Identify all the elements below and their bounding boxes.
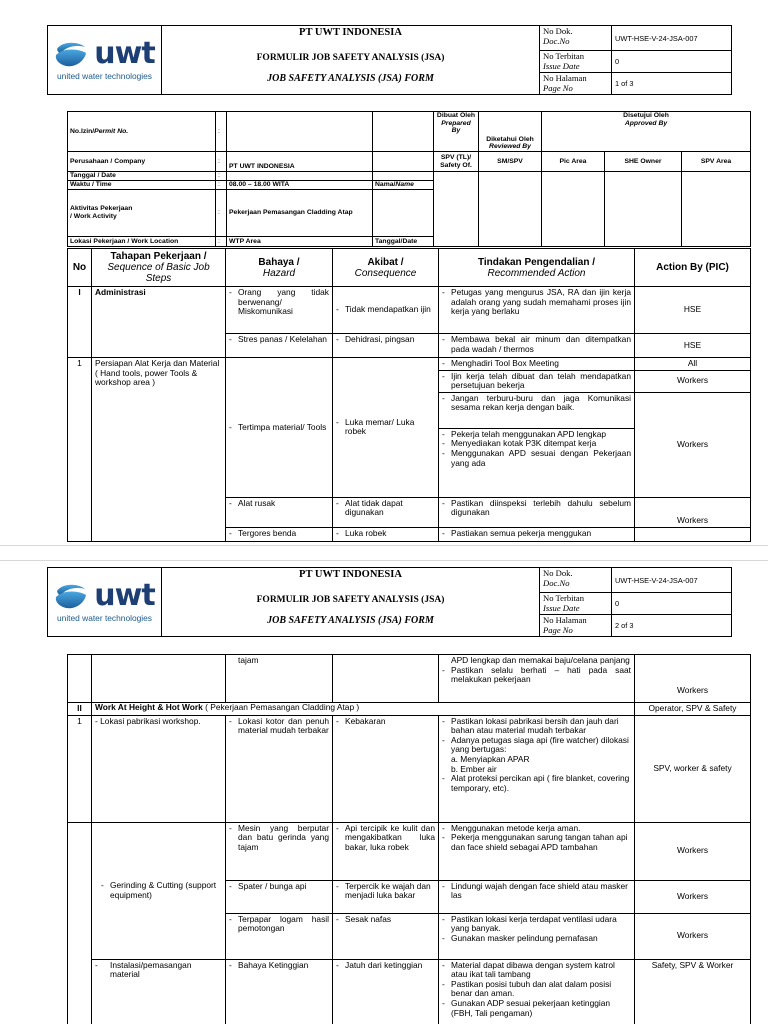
colon: : <box>216 237 227 247</box>
form-title-en: JOB SAFETY ANALYSIS (JSA) FORM <box>267 73 434 84</box>
consequence-cell: - Kebakaran <box>333 715 439 822</box>
permit-no-value <box>227 112 373 152</box>
blank-cell <box>373 172 434 181</box>
name-label: Nama/Name <box>373 181 434 190</box>
jsa-table-page1 <box>67 248 751 542</box>
page-label: No Halaman Page No <box>540 615 612 637</box>
doc-no-label: No Dok. Doc.No <box>540 26 612 51</box>
hazard-cell: tajam <box>226 655 333 703</box>
approved-by-label: Disetujui Oleh Approved By <box>542 112 751 152</box>
pic-cell: HSE <box>635 334 751 358</box>
document-header <box>47 25 732 95</box>
spv-tl-label: SPV (TL)/ Safety Of. <box>434 152 479 172</box>
jsa-table-page2 <box>67 654 751 1024</box>
uwt-wave-icon <box>54 581 88 611</box>
sm-spv-label: SM/SPV <box>479 152 542 172</box>
location-value: WTP Area <box>227 237 373 247</box>
form-title: FORMULIR JOB SAFETY ANALYSIS (JSA) <box>256 595 445 605</box>
blank-cell <box>373 112 434 152</box>
time-label: Waktu / Time <box>68 181 216 190</box>
colon: : <box>216 190 227 237</box>
company-value: PT UWT INDONESIA <box>227 152 373 172</box>
activity-value: Pekerjaan Pemasangan Cladding Atap <box>227 190 373 237</box>
col-no: No <box>68 249 92 287</box>
issue-label: No Terbitan Issue Date <box>540 593 612 615</box>
hazard-cell: - Spater / bunga api <box>226 880 333 913</box>
consequence-cell <box>333 655 439 703</box>
time-value: 08.00 – 18.00 WITA <box>227 181 373 190</box>
row-number: I <box>68 287 92 358</box>
hazard-cell: - Tertimpa material/ Tools <box>226 358 333 498</box>
action-cell: - Menggunakan metode kerja aman. - Pekerja menggunakan sarung tangan tahan api dan face shield sebagai APD tambahan <box>439 822 635 880</box>
sign-cell <box>479 172 542 247</box>
hazard-cell: - Tergores benda <box>226 527 333 541</box>
title-block <box>162 568 540 637</box>
she-owner-label: SHE Owner <box>605 152 682 172</box>
page-number: 1 of 3 <box>612 73 732 95</box>
logo-subtitle: united water technologies <box>57 613 152 623</box>
sign-cell <box>542 172 605 247</box>
pic-area-label: Pic Area <box>542 152 605 172</box>
issue-label: No Terbitan Issue Date <box>540 51 612 73</box>
hazard-cell: - Mesin yang berputar dan batu gerinda yang tajam <box>226 822 333 880</box>
table-row <box>68 715 751 822</box>
table-row <box>68 287 751 334</box>
section-number: II <box>68 703 92 716</box>
action-cell: - Jangan terburu-buru dan jaga Komunikasi sesama rekan kerja dengan baik. - Pekerja telah menggunakan APD lengkap - Menyediakan kotak P3K ditempat kerja - Menggunakan APD sesuai dengan Pekerjaan yang ada <box>439 392 635 497</box>
colon: : <box>216 112 227 152</box>
action-cell: - Pastikan lokasi kerja terdapat ventilasi udara yang banyak. - Gunakan masker pelindung pernafasan <box>439 913 635 959</box>
date2-label: Tanggal/Date <box>373 237 434 247</box>
consequence-cell: - Luka robek <box>333 527 439 541</box>
col-hazard: Bahaya / Hazard <box>226 249 333 287</box>
form-title-en: JOB SAFETY ANALYSIS (JSA) FORM <box>267 615 434 626</box>
uwt-wave-icon <box>54 39 88 69</box>
location-label: Lokasi Pekerjaan / Work Location <box>68 237 216 247</box>
pic-cell: Workers <box>635 880 751 913</box>
pic-cell: Workers <box>635 497 751 527</box>
hazard-cell: - Orang yang tidak berwenang/ Miskomunikasi <box>226 287 333 334</box>
consequence-cell: - Api tercipik ke kulit dan mengakibatkan luka bakar, luka robek <box>333 822 439 880</box>
col-steps: Tahapan Pekerjaan / Sequence of Basic Job Steps <box>92 249 226 287</box>
pic-cell <box>635 527 751 541</box>
colon: : <box>216 181 227 190</box>
company-logo <box>48 26 162 95</box>
company-title: PT UWT INDONESIA <box>299 27 402 38</box>
action-cell: - Ijin kerja telah dibuat dan telah mendapatkan persetujuan bekerja <box>439 370 635 392</box>
sign-cell <box>434 172 479 247</box>
blank-cell <box>373 190 434 237</box>
hazard-cell: - Alat rusak <box>226 497 333 527</box>
column-header-row <box>68 249 751 287</box>
pic-cell: Workers <box>635 370 751 392</box>
spv-area-label: SPV Area <box>682 152 751 172</box>
action-cell: - Material dapat dibawa dengan system katrol atau ikat tali tambang - Pastikan posisi tubuh dan alat dalam posisi benar dan aman. - Gunakan ADP sesuai pekerjaan ketinggian (FBH, Tali pengaman) <box>439 959 635 1024</box>
date-value <box>227 172 373 181</box>
doc-no-value: UWT-HSE-V-24-JSA-007 <box>612 568 732 593</box>
step-cell: Persiapan Alat Kerja dan Material ( Hand tools, power Tools & workshop area ) <box>92 358 226 542</box>
page-2 <box>0 561 768 1024</box>
consequence-cell: - Alat tidak dapat digunakan <box>333 497 439 527</box>
action-subitem: b. Ember air <box>451 763 497 774</box>
action-subitem: a. Menyiapkan APAR <box>451 753 530 764</box>
pic-cell: Workers <box>635 655 751 703</box>
consequence-cell: - Terpercik ke wajah dan menjadi luka bakar <box>333 880 439 913</box>
hazard-cell: - Bahaya Ketinggian <box>226 959 333 1024</box>
title-block <box>162 26 540 95</box>
permit-no-label: No.Izin/Permit No. <box>68 112 216 152</box>
row-number <box>68 822 92 1024</box>
logo-wordmark: uwt <box>94 36 155 71</box>
row-number: 1 <box>68 358 92 542</box>
logo-wordmark: uwt <box>94 578 155 613</box>
action-cell: - Petugas yang mengurus JSA, RA dan ijin kerja adalah orang yang sudah memahami proses ijin kerja yang berlaku <box>439 287 635 334</box>
action-cell: - Membawa bekal air minum dan ditempatkan pada wadah / thermos <box>439 334 635 358</box>
step-cell: - Lokasi pabrikasi workshop. <box>92 715 226 822</box>
section-title: Work At Height & Hot Work ( Pekerjaan Pemasangan Cladding Atap ) <box>92 703 635 716</box>
action-cell: - Pastiakan semua pekerja menggukan <box>439 527 635 541</box>
pic-cell: HSE <box>635 287 751 334</box>
col-action: Tindakan Pengendalian / Recommended Action <box>439 249 635 287</box>
page-number: 2 of 3 <box>612 615 732 637</box>
col-pic: Action By (PIC) <box>635 249 751 287</box>
step-cell <box>92 655 226 703</box>
section-row <box>68 703 751 716</box>
company-title: PT UWT INDONESIA <box>299 569 402 580</box>
pic-cell: Workers <box>635 913 751 959</box>
consequence-cell: - Jatuh dari ketinggian <box>333 959 439 1024</box>
pic-cell: Operator, SPV & Safety <box>635 703 751 716</box>
hazard-cell: - Lokasi kotor dan penuh material mudah terbakar <box>226 715 333 822</box>
hazard-cell: - Stres panas / Kelelahan <box>226 334 333 358</box>
prepared-by-label: Dibuat Oleh Prepared By <box>434 112 479 152</box>
page-separator <box>0 545 768 561</box>
sign-cell <box>605 172 682 247</box>
doc-no-label: No Dok. Doc.No <box>540 568 612 593</box>
sign-cell <box>682 172 751 247</box>
document-header <box>47 567 732 637</box>
consequence-cell: - Luka memar/ Luka robek <box>333 358 439 498</box>
blank-cell <box>373 152 434 172</box>
action-cell: - Menghadiri Tool Box Meeting <box>439 358 635 371</box>
colon: : <box>216 172 227 181</box>
table-row <box>68 358 751 371</box>
pic-cell: SPV, worker & safety <box>635 715 751 822</box>
company-logo <box>48 568 162 637</box>
hazard-cell: - Terpapar logam hasil pemotongan <box>226 913 333 959</box>
date-label: Tanggal / Date <box>68 172 216 181</box>
permit-info-table <box>67 111 751 247</box>
issue-value: 0 <box>612 51 732 73</box>
section-title: Administrasi <box>92 287 226 358</box>
company-label: Perusahaan / Company <box>68 152 216 172</box>
doc-no-value: UWT-HSE-V-24-JSA-007 <box>612 26 732 51</box>
activity-label: Aktivitas Pekerjaan / Work Activity <box>68 190 216 237</box>
row-number <box>68 655 92 703</box>
step-cell: - Instalasi/pemasangan material <box>92 959 226 1024</box>
pic-cell: Workers <box>635 822 751 880</box>
pic-cell: Safety, SPV & Worker <box>635 959 751 1024</box>
form-title: FORMULIR JOB SAFETY ANALYSIS (JSA) <box>256 53 445 63</box>
step-cell: - Gerinding & Cutting (support equipment) <box>92 822 226 959</box>
reviewed-by-label: Diketahui Oleh Reviewed By <box>479 112 542 152</box>
consequence-cell: - Tidak mendapatkan ijin <box>333 287 439 334</box>
page-label: No Halaman Page No <box>540 73 612 95</box>
table-row <box>68 655 751 703</box>
logo-subtitle: united water technologies <box>57 71 152 81</box>
col-consequence: Akibat / Consequence <box>333 249 439 287</box>
table-row <box>68 822 751 880</box>
pic-cell: Workers <box>635 392 751 497</box>
action-cell: - Pastikan lokasi pabrikasi bersih dan jauh dari bahan atau material mudah terbakar - Adanya petugas siaga api (fire watcher) dilokasi yang bertugas: a. Menyiapkan APAR b. Ember air - Alat proteksi percikan api ( fire blanket, covering temporary, etc). <box>439 715 635 822</box>
row-number: 1 <box>68 715 92 822</box>
action-cell: - Pastikan diinspeksi terlebih dahulu sebelum digunakan <box>439 497 635 527</box>
colon: : <box>216 152 227 172</box>
action-cell: - Lindungi wajah dengan face shield atau masker las <box>439 880 635 913</box>
consequence-cell: - Sesak nafas <box>333 913 439 959</box>
pic-cell: All <box>635 358 751 371</box>
consequence-cell: - Dehidrasi, pingsan <box>333 334 439 358</box>
issue-value: 0 <box>612 593 732 615</box>
table-row <box>68 959 751 1024</box>
action-cell: APD lengkap dan memakai baju/celana panjang - Pastikan selalu berhati – hati pada saat melakukan pekerjaan <box>439 655 635 703</box>
